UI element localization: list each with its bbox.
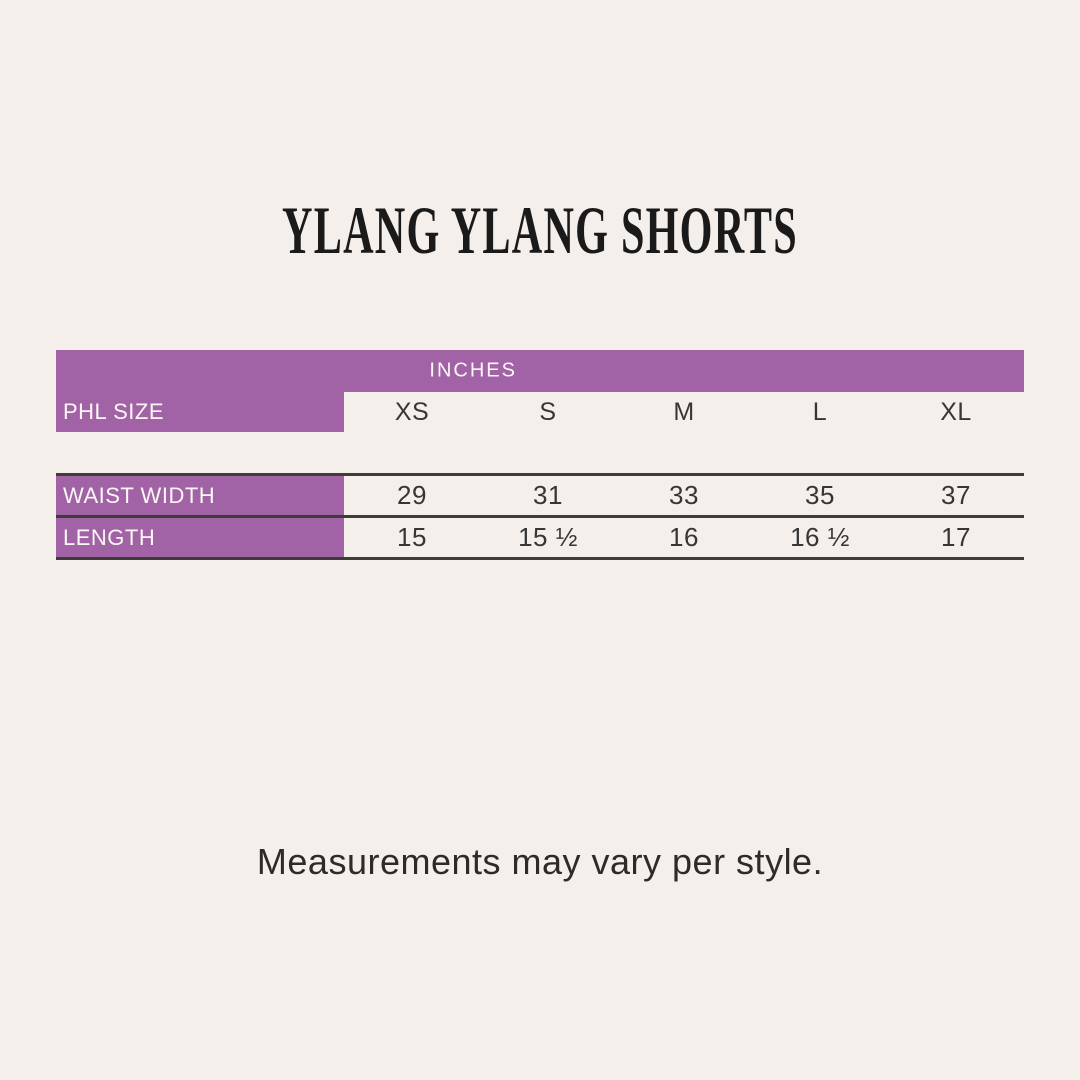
size-header-row (56, 392, 1024, 432)
waist-width-s: 31 (533, 480, 563, 510)
waist-width-l: 35 (805, 480, 835, 510)
length-xs: 15 (397, 522, 427, 552)
size-header-xs: XS (394, 397, 430, 426)
waist-width-xs: 29 (397, 480, 427, 510)
size-label-cell: PHL SIZE (56, 392, 344, 432)
waist-width-xl: 37 (941, 480, 971, 510)
length-m: 16 (669, 522, 699, 552)
table-row-waist-width (56, 476, 1024, 515)
unit-header-label: INCHES (429, 359, 517, 382)
size-header-xl: XL (940, 397, 972, 426)
row-label-waist-width: WAIST WIDTH (56, 476, 344, 515)
length-xl: 17 (941, 522, 971, 552)
table-row-length (56, 518, 1024, 557)
waist-width-m: 33 (669, 480, 699, 510)
size-table (56, 350, 1024, 560)
length-s: 15 ½ (518, 522, 578, 552)
page-title: YLANG YLANG SHORTS (282, 192, 798, 268)
length-l: 16 ½ (790, 522, 850, 552)
header-gap (56, 432, 1024, 473)
size-header-m: M (673, 397, 695, 426)
row-label-length: LENGTH (56, 518, 344, 557)
unit-header-bar (56, 350, 1024, 392)
size-header-s: S (539, 397, 557, 426)
footer-note: Measurements may vary per style. (256, 841, 824, 882)
size-header-l: L (812, 397, 828, 426)
divider-bottom (56, 557, 1024, 560)
